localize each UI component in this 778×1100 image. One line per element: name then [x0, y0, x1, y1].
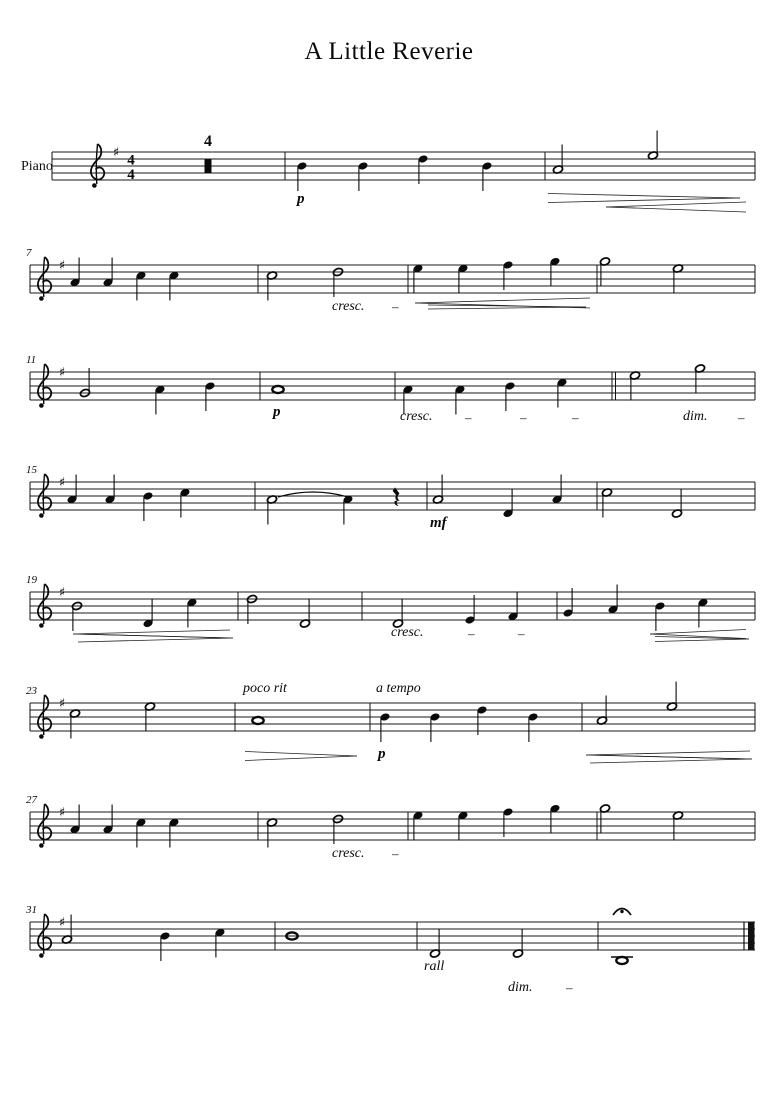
- treble-clef-icon: [43, 364, 44, 404]
- key-signature-sharp: ♯: [58, 696, 66, 712]
- tempo-a-tempo: a tempo: [376, 681, 421, 696]
- time-signature-top: 4: [127, 152, 135, 169]
- treble-clef-icon: [39, 513, 44, 518]
- treble-clef-icon: [43, 695, 44, 735]
- system-4: [26, 464, 755, 531]
- diminuendo-hairpin: [245, 756, 357, 761]
- whole-note: [616, 957, 627, 964]
- measure-number: 31: [26, 904, 37, 916]
- piece-title: A Little Reverie: [304, 38, 474, 65]
- treble-clef-icon: [43, 804, 44, 844]
- system-1: [52, 131, 755, 213]
- expr-dash: –: [392, 846, 399, 861]
- diminuendo-hairpin: [245, 752, 357, 757]
- multirest-count: 4: [204, 133, 212, 150]
- key-signature-sharp: ♯: [58, 915, 66, 931]
- treble-clef-icon: [43, 474, 44, 514]
- expr-dash: –: [518, 626, 525, 641]
- expr-dash: –: [465, 410, 472, 425]
- key-signature-sharp: ♯: [58, 585, 66, 601]
- expr-dash: –: [572, 410, 579, 425]
- key-signature-sharp: ♯: [58, 365, 66, 381]
- measure-number: 7: [26, 247, 32, 259]
- whole-note: [272, 386, 283, 393]
- system-6: [26, 681, 755, 763]
- final-barline-thick: [748, 922, 755, 950]
- expr-dash: –: [738, 410, 745, 425]
- expr-dim: dim.: [683, 409, 708, 424]
- treble-clef-icon: [92, 183, 97, 188]
- system-3: [26, 354, 755, 425]
- expr-dash: –: [520, 410, 527, 425]
- expr-cresc: cresc.: [332, 846, 365, 861]
- measure-number: 15: [26, 464, 37, 476]
- dynamic-mf: mf: [430, 515, 447, 531]
- dynamic-p: p: [297, 191, 305, 207]
- system-2: [26, 247, 755, 314]
- crescendo-hairpin: [415, 298, 590, 303]
- treble-clef-icon: [39, 734, 44, 739]
- multimeasure-rest: [205, 159, 212, 173]
- tempo-rall: rall: [424, 959, 445, 974]
- treble-clef-icon: [39, 296, 44, 301]
- diminuendo-hairpin: [428, 307, 586, 309]
- system-8: [25, 904, 755, 995]
- measure-number: 19: [26, 574, 37, 586]
- key-signature-sharp: ♯: [58, 475, 66, 491]
- system-5: [26, 574, 755, 642]
- diminuendo-hairpin: [655, 639, 749, 642]
- treble-clef-icon: [43, 914, 44, 954]
- key-signature-sharp: ♯: [112, 145, 120, 161]
- diminuendo-hairpin: [548, 194, 740, 199]
- measure-number: 23: [26, 685, 37, 697]
- diminuendo-hairpin: [78, 638, 233, 642]
- key-signature-sharp: ♯: [58, 258, 66, 274]
- expr-dash: –: [392, 299, 399, 314]
- measure-number: 27: [26, 794, 37, 806]
- system-7: [26, 794, 755, 861]
- instrument-label: Piano: [21, 159, 53, 174]
- crescendo-hairpin: [586, 751, 750, 755]
- expr-dash: –: [566, 980, 573, 995]
- diminuendo-hairpin: [590, 755, 752, 759]
- diminuendo-hairpin: [78, 634, 233, 638]
- treble-clef-icon: [43, 257, 44, 297]
- crescendo-hairpin: [606, 207, 746, 212]
- dynamic-p: p: [378, 746, 386, 762]
- measure-number: 11: [26, 354, 37, 366]
- key-signature-sharp: ♯: [58, 805, 66, 821]
- treble-clef-icon: [39, 953, 44, 958]
- crescendo-hairpin: [650, 630, 746, 635]
- time-signature-bottom: 4: [127, 167, 135, 183]
- crescendo-hairpin: [606, 202, 746, 207]
- whole-note: [252, 717, 263, 724]
- diminuendo-hairpin: [590, 759, 752, 763]
- tempo-poco-rit: poco rit: [243, 681, 287, 696]
- dynamic-p: p: [273, 404, 281, 420]
- treble-clef-icon: [43, 584, 44, 624]
- crescendo-hairpin: [73, 630, 230, 634]
- expr-dim: dim.: [508, 980, 533, 995]
- treble-clef-icon: [39, 403, 44, 408]
- expr-cresc: cresc.: [400, 409, 433, 424]
- diminuendo-hairpin: [548, 198, 740, 203]
- treble-clef-icon: [96, 144, 97, 184]
- expr-cresc: cresc.: [391, 625, 424, 640]
- treble-clef-icon: [39, 623, 44, 628]
- fermata-icon: [620, 910, 623, 913]
- treble-clef-icon: [39, 843, 44, 848]
- expr-cresc: cresc.: [332, 299, 365, 314]
- expr-dash: –: [468, 626, 475, 641]
